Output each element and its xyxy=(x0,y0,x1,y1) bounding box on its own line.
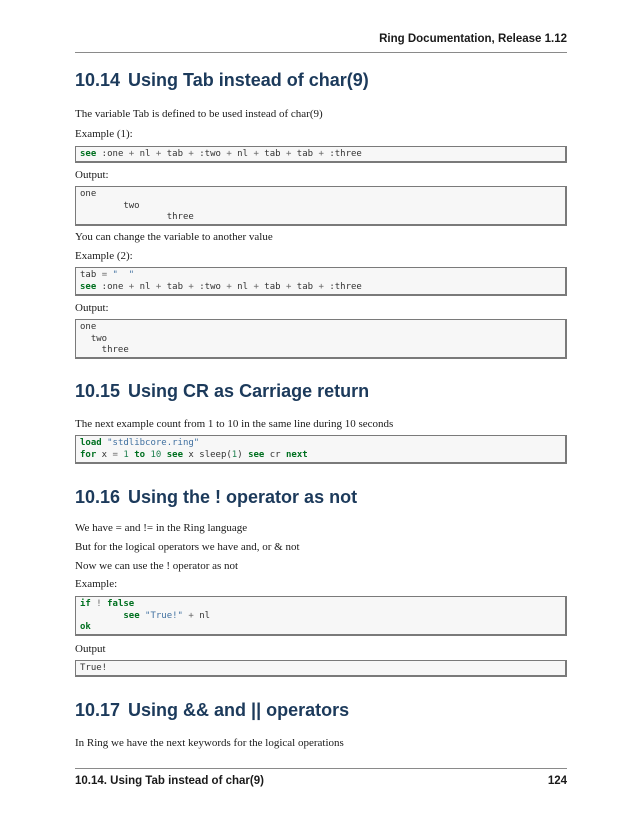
paragraph-not-operator: Now we can use the ! operator as not xyxy=(75,560,239,572)
example-2-label: Example (2): xyxy=(75,250,133,262)
code-block-not: if ! false see "True!" + nl ok xyxy=(75,596,567,636)
paragraph-cr-intro: The next example count from 1 to 10 in the same line during 10 seconds xyxy=(75,418,394,430)
output-block-2: one two three xyxy=(75,319,567,359)
output-block-not: True! xyxy=(75,660,567,677)
code-block-cr: load "stdlibcore.ring" for x = 1 to 10 see x sleep(1) see cr next xyxy=(75,435,567,464)
section-heading-10-14: 10.14 Using Tab instead of char(9) xyxy=(75,70,369,90)
running-header: Ring Documentation, Release 1.12 xyxy=(379,33,567,45)
output-1-label: Output: xyxy=(75,169,109,181)
code-block-example-2: tab = " " see :one + nl + tab + :two + nl + tab + tab + :three xyxy=(75,267,567,296)
section-heading-10-16: 10.16 Using the ! operator as not xyxy=(75,487,358,507)
paragraph-equality: We have = and != in the Ring language xyxy=(75,522,248,534)
page-number: 124 xyxy=(547,775,567,787)
output-block-1: one two three xyxy=(75,186,567,226)
paragraph-change-variable: You can change the variable to another value xyxy=(75,231,273,243)
code-block-example-1: see :one + nl + tab + :two + nl + tab + tab + :three xyxy=(75,146,567,163)
paragraph-tab-intro: The variable Tab is defined to be used instead of char(9) xyxy=(75,108,323,120)
output-label: Output xyxy=(75,643,106,655)
header-rule xyxy=(75,52,567,53)
paragraph-logical-ops: But for the logical operators we have and, or & not xyxy=(75,541,300,553)
footer-section-title: 10.14. Using Tab instead of char(9) xyxy=(75,775,264,787)
example-label: Example: xyxy=(75,578,118,590)
section-heading-10-17: 10.17 Using && and || operators xyxy=(75,700,350,720)
output-2-label: Output: xyxy=(75,302,109,314)
paragraph-logical-keywords: In Ring we have the next keywords for the logical operations xyxy=(75,737,344,749)
footer-rule xyxy=(75,768,567,769)
section-heading-10-15: 10.15 Using CR as Carriage return xyxy=(75,381,370,401)
example-1-label: Example (1): xyxy=(75,128,133,140)
